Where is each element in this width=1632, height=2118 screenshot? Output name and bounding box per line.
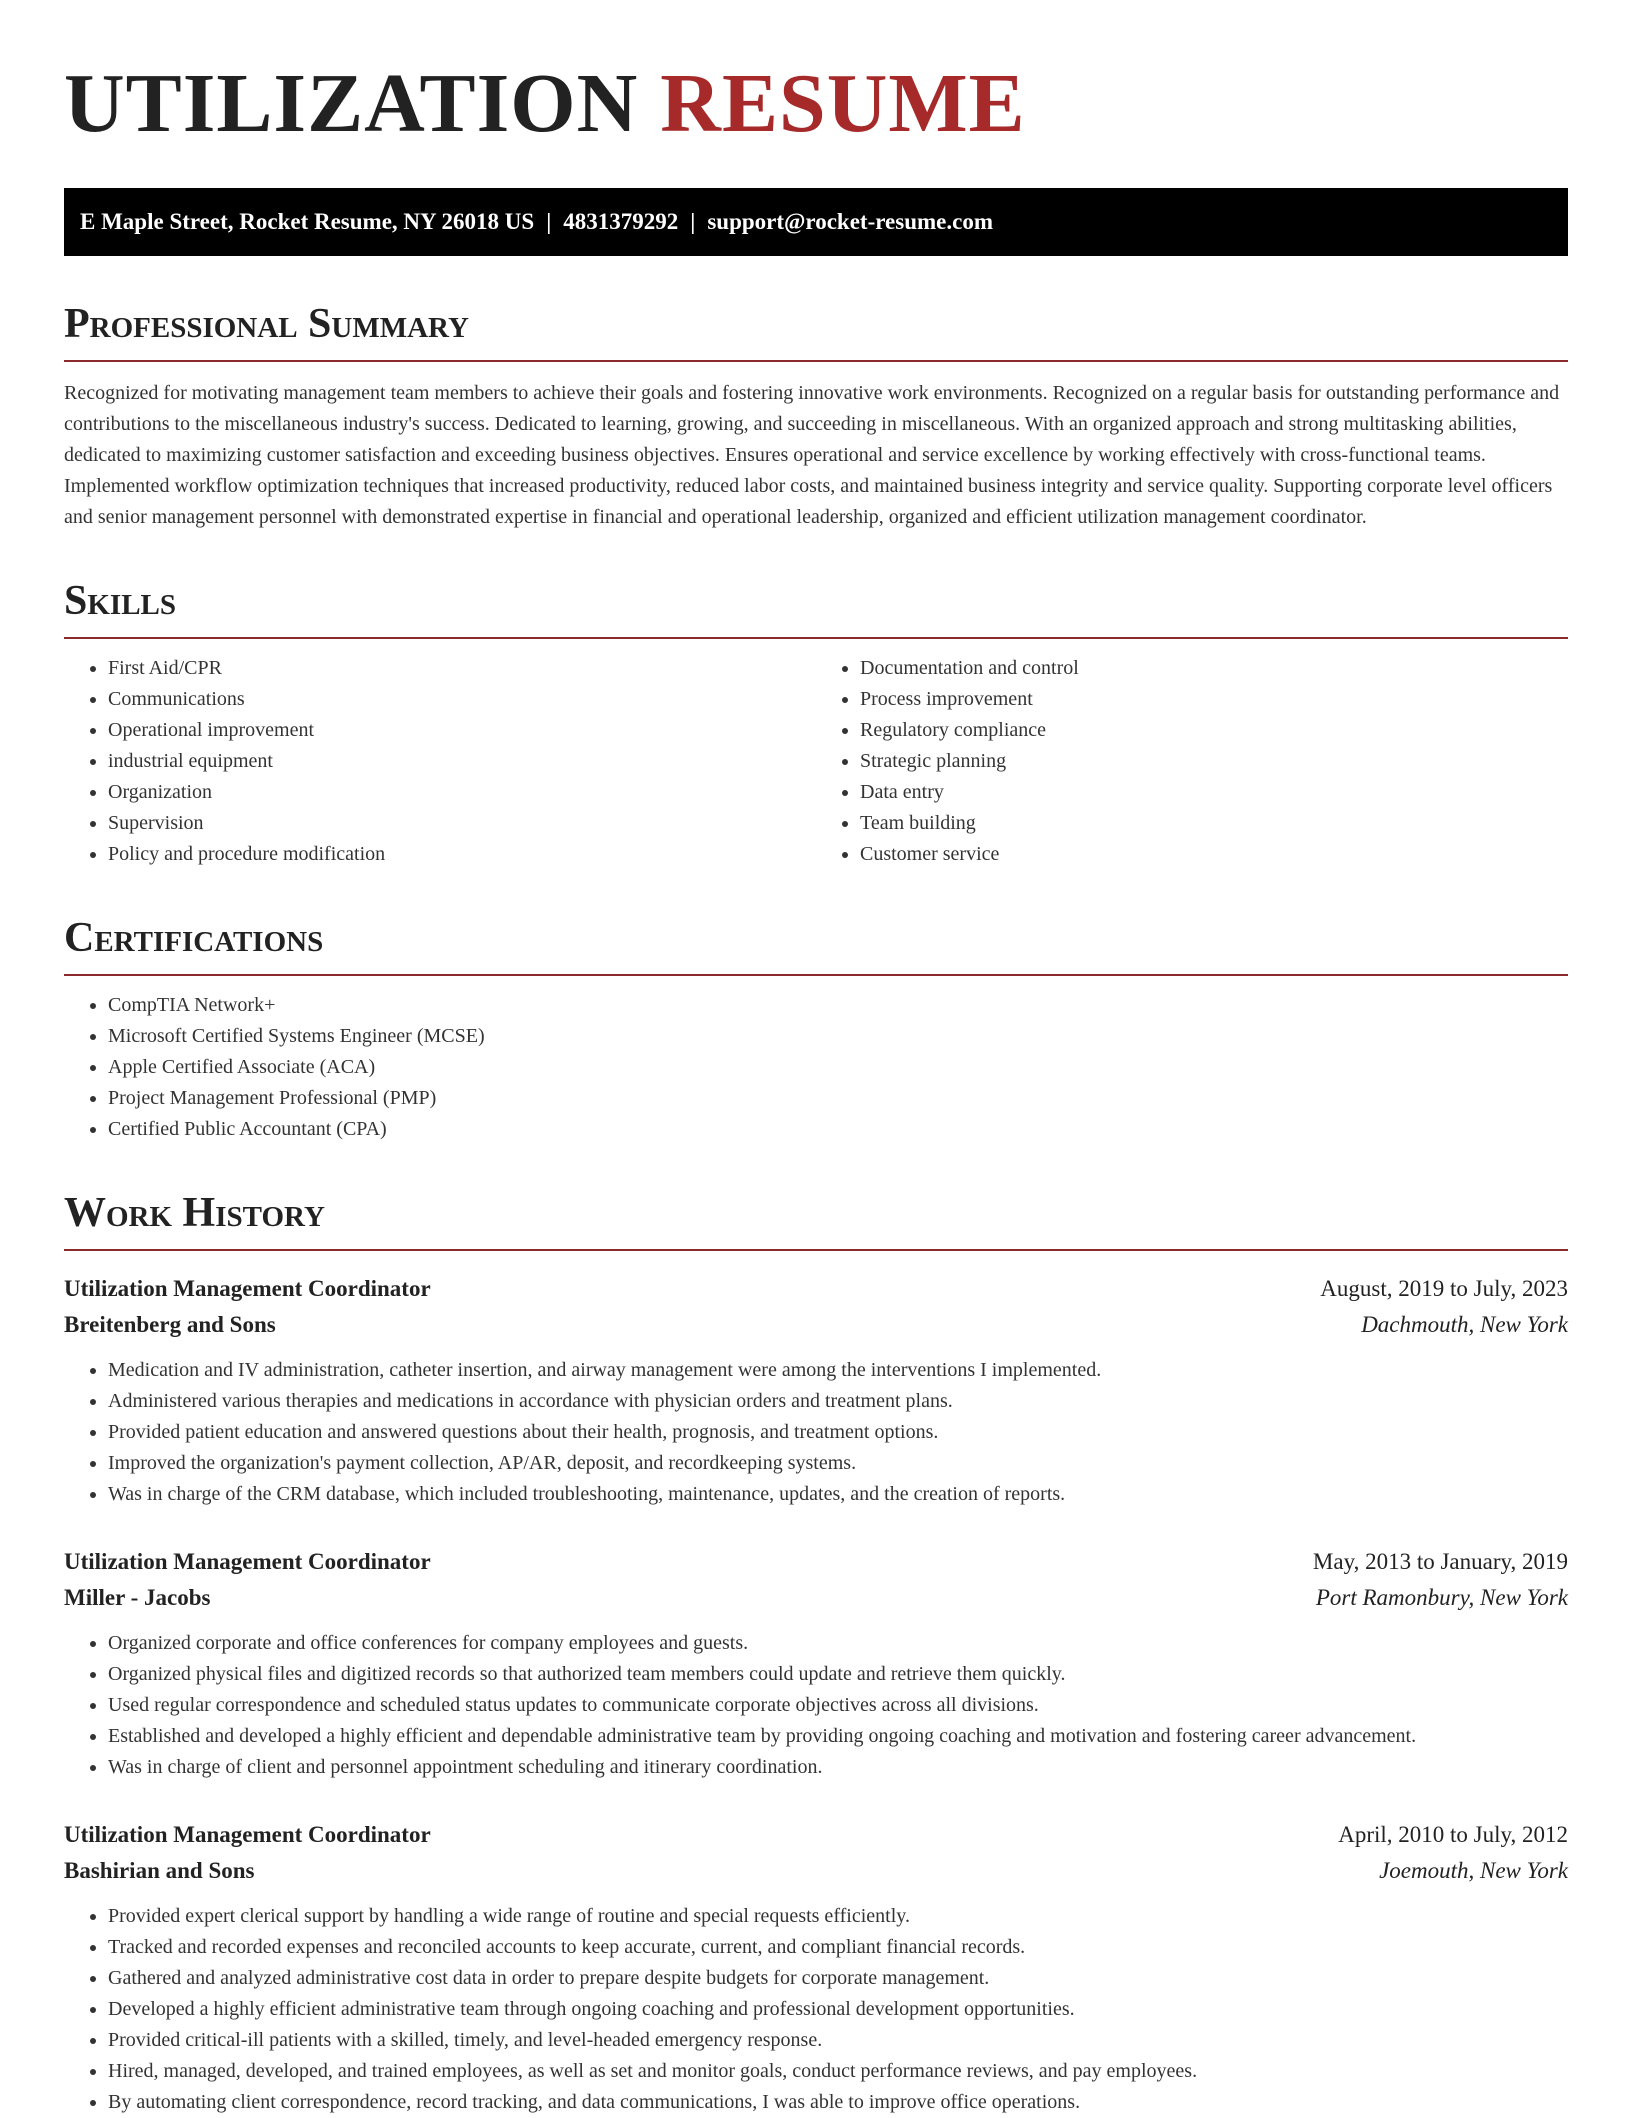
job-entry (64, 1817, 1568, 2118)
skill-item: • Organization (108, 777, 816, 808)
title-main: UTILIZATION (64, 57, 639, 150)
job-title: Utilization Management Coordinator (64, 1549, 431, 1574)
job-bullet: • Hired, managed, developed, and trained employees, as well as set and monitor goals, conduct performance reviews, and pay employees. (108, 2056, 1568, 2087)
certifications-list (64, 990, 1568, 1145)
job-entry (64, 1544, 1568, 1783)
job-company: Miller - Jacobs (64, 1585, 211, 1610)
job-company-row (64, 1853, 1568, 1889)
skill-item: • Operational improvement (108, 715, 816, 746)
skill-item: • Data entry (860, 777, 1568, 808)
job-title: Utilization Management Coordinator (64, 1822, 431, 1847)
contact-separator: | (546, 209, 552, 234)
job-bullets (64, 1901, 1568, 2118)
skill-item: • First Aid/CPR (108, 653, 816, 684)
summary-section (64, 300, 1568, 533)
certification-item: • Apple Certified Associate (ACA) (108, 1052, 1568, 1083)
skills-grid (64, 639, 1568, 870)
contact-separator: | (690, 209, 696, 234)
skill-item: • Supervision (108, 808, 816, 839)
job-entry (64, 1271, 1568, 1510)
job-bullet: • Used regular correspondence and scheduled status updates to communicate corporate objectives across all divisions. (108, 1690, 1568, 1721)
job-bullet: • Gathered and analyzed administrative cost data in order to prepare despite budgets for corporate management. (108, 1963, 1568, 1994)
skills-section (64, 577, 1568, 870)
contact-address: E Maple Street, Rocket Resume, NY 26018 US (80, 209, 535, 234)
job-bullet: • Provided critical-ill patients with a skilled, timely, and level-headed emergency response. (108, 2025, 1568, 2056)
contact-phone: 4831379292 (563, 209, 679, 234)
job-title: Utilization Management Coordinator (64, 1276, 431, 1301)
certification-item: • CompTIA Network+ (108, 990, 1568, 1021)
job-header-row (64, 1271, 1568, 1307)
job-bullet: • Tracked and recorded expenses and reconciled accounts to keep accurate, current, and compliant financial records. (108, 1932, 1568, 1963)
job-bullet: • Administered various therapies and medications in accordance with physician orders and treatment plans. (108, 1386, 1568, 1417)
certifications-section (64, 914, 1568, 1145)
skill-item: • Process improvement (860, 684, 1568, 715)
job-header-row (64, 1544, 1568, 1580)
skill-item: • Communications (108, 684, 816, 715)
section-title-certifications: Certifications (64, 914, 1568, 976)
resume-title (64, 56, 1568, 152)
job-location: Dachmouth, New York (1361, 1312, 1568, 1337)
skill-item: • Regulatory compliance (860, 715, 1568, 746)
skill-item: • Team building (860, 808, 1568, 839)
job-location: Port Ramonbury, New York (1315, 1585, 1568, 1610)
skills-list-left (64, 653, 816, 870)
job-company-row (64, 1580, 1568, 1616)
job-bullet: • Established and developed a highly efficient and dependable administrative team by providing ongoing coaching and motivation and fostering career advancement. (108, 1721, 1568, 1752)
section-title-skills: Skills (64, 577, 1568, 639)
job-header-row (64, 1817, 1568, 1853)
job-bullets (64, 1628, 1568, 1783)
job-bullet: • Improved the organization's payment collection, AP/AR, deposit, and recordkeeping systems. (108, 1448, 1568, 1479)
job-bullet: • Was in charge of client and personnel appointment scheduling and itinerary coordination. (108, 1752, 1568, 1783)
job-dates: April, 2010 to July, 2012 (1338, 1822, 1568, 1847)
skills-list-right (816, 653, 1568, 870)
job-dates: May, 2013 to January, 2019 (1312, 1549, 1568, 1574)
job-bullet: • By automating client correspondence, record tracking, and data communications, I was able to improve office operations. (108, 2087, 1568, 2118)
certification-item: • Microsoft Certified Systems Engineer (MCSE) (108, 1021, 1568, 1052)
job-company-row (64, 1307, 1568, 1343)
job-company: Breitenberg and Sons (64, 1312, 276, 1337)
skill-item: • Documentation and control (860, 653, 1568, 684)
job-bullet: • Provided patient education and answered questions about their health, prognosis, and treatment options. (108, 1417, 1568, 1448)
title-accent: RESUME (660, 57, 1026, 150)
summary-text: Recognized for motivating management team members to achieve their goals and fostering innovative work environments. Recognized on a regular basis for outstanding performance and contributions to the miscellaneous industry's success. Dedicated to learning, growing, and succeeding in miscellaneous. With an organized approach and strong multitasking abilities, dedicated to maximizing customer satisfaction and exceeding business objectives. Ensures operational and service excellence by working effectively with cross-functional teams. Implemented workflow optimization techniques that increased productivity, reduced labor costs, and maintained business integrity and service quality. Supporting corporate level officers and senior management personnel with demonstrated expertise in financial and operational leadership, organized and efficient utilization management coordinator. (64, 382, 1560, 528)
job-bullets (64, 1355, 1568, 1510)
job-bullet: • Was in charge of the CRM database, which included troubleshooting, maintenance, updates, and the creation of reports. (108, 1479, 1568, 1510)
skill-item: • industrial equipment (108, 746, 816, 777)
job-company: Bashirian and Sons (64, 1858, 255, 1883)
job-bullet: • Organized physical files and digitized records so that authorized team members could update and retrieve them quickly. (108, 1659, 1568, 1690)
section-title-summary: Professional Summary (64, 300, 1568, 362)
skill-item: • Customer service (860, 839, 1568, 870)
job-bullet: • Developed a highly efficient administrative team through ongoing coaching and professional development opportunities. (108, 1994, 1568, 2025)
skill-item: • Policy and procedure modification (108, 839, 816, 870)
contact-email[interactable]: support@rocket-resume.com (707, 209, 993, 234)
job-dates: August, 2019 to July, 2023 (1320, 1276, 1568, 1301)
job-bullet: • Provided expert clerical support by handling a wide range of routine and special requests efficiently. (108, 1901, 1568, 1932)
job-bullet: • Organized corporate and office conferences for company employees and guests. (108, 1628, 1568, 1659)
certification-item: • Project Management Professional (PMP) (108, 1083, 1568, 1114)
job-location: Joemouth, New York (1379, 1858, 1568, 1883)
job-bullet: • Medication and IV administration, catheter insertion, and airway management were among the interventions I implemented. (108, 1355, 1568, 1386)
section-title-work-history: Work History (64, 1189, 1568, 1251)
skill-item: • Strategic planning (860, 746, 1568, 777)
contact-bar (64, 188, 1568, 256)
certification-item: • Certified Public Accountant (CPA) (108, 1114, 1568, 1145)
work-history-section (64, 1189, 1568, 2118)
